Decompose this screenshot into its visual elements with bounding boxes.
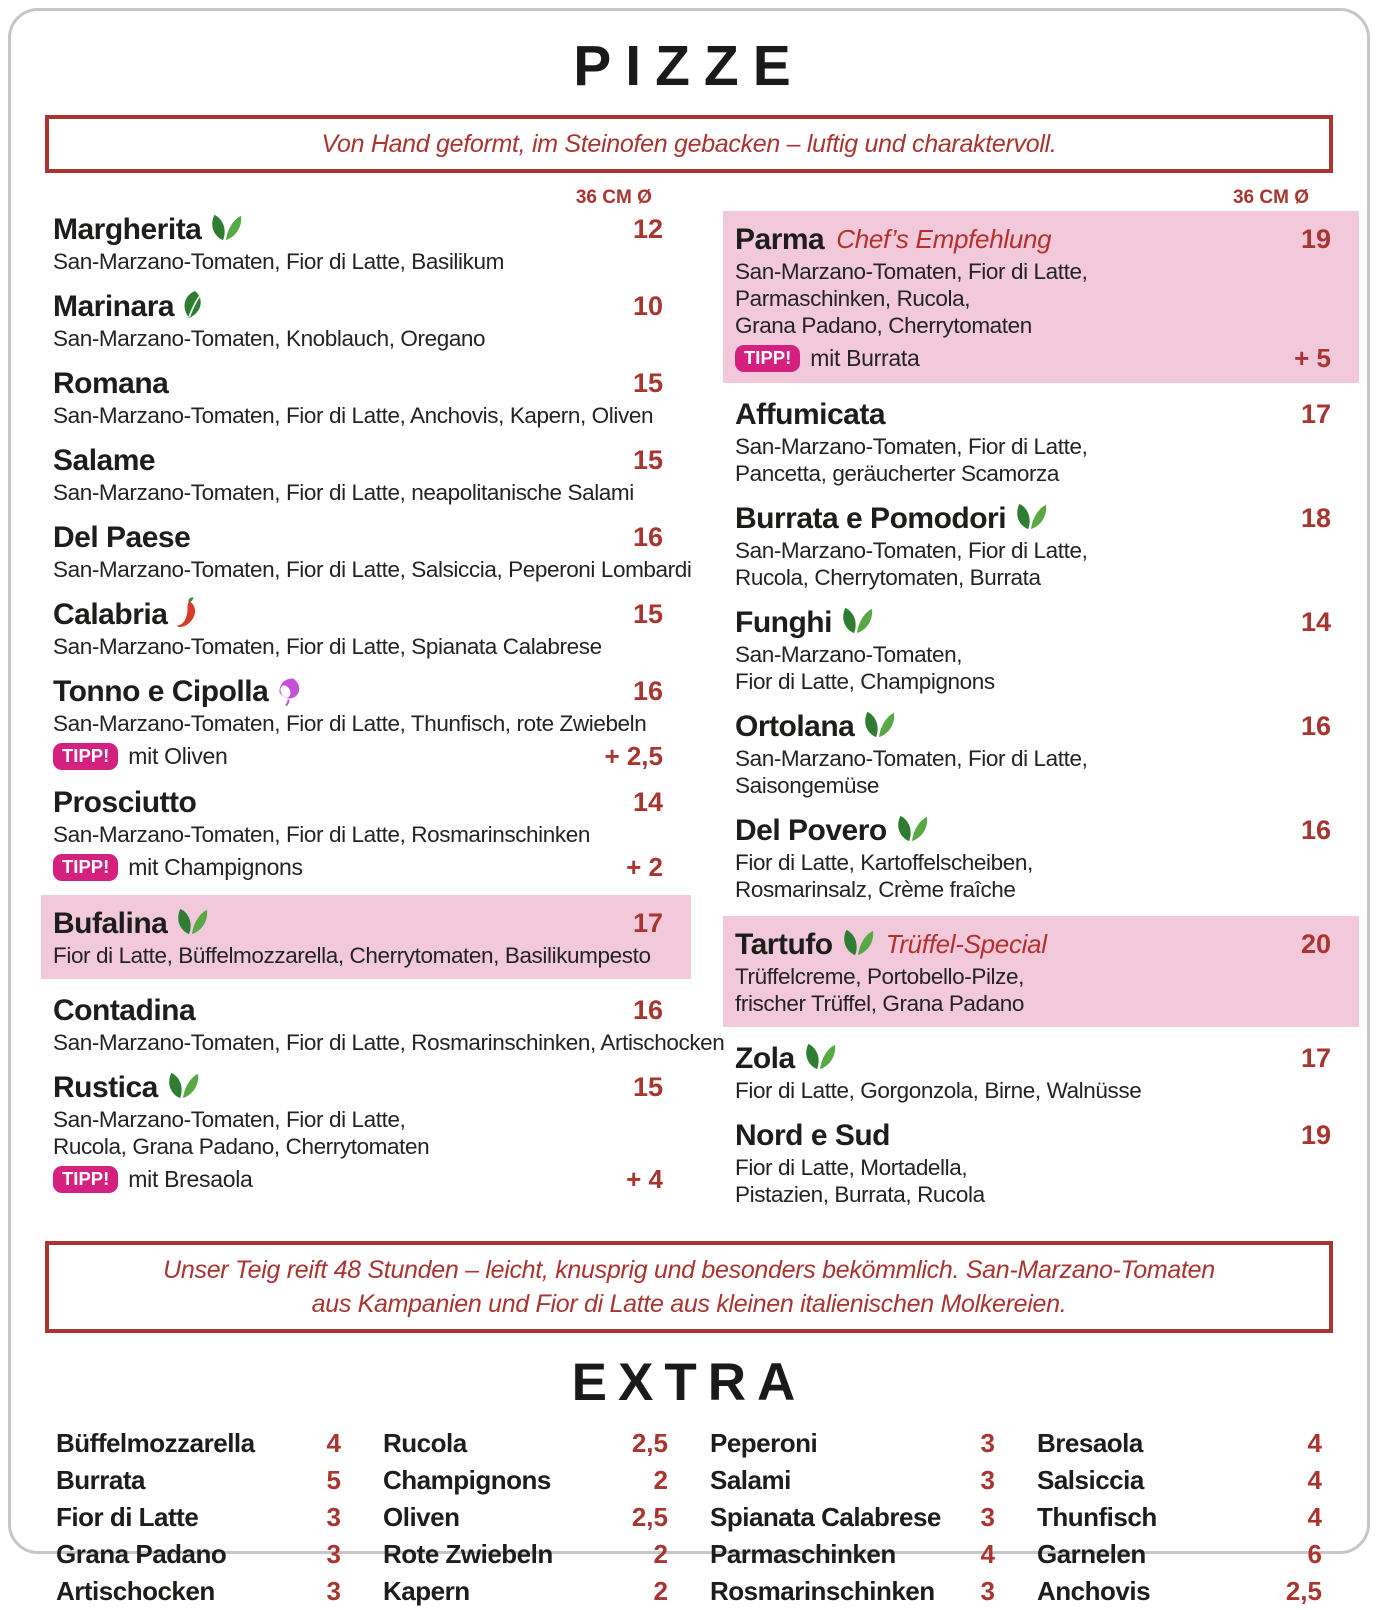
menu-item-name: Romana (53, 367, 169, 400)
menu-item (723, 1117, 1359, 1208)
menu-item-description (53, 942, 663, 969)
extra-price: 4 (1307, 1502, 1322, 1532)
menu-item-price: 10 (632, 291, 663, 321)
description-line: Trüffelcreme, Portobello-Pilze, (735, 964, 1024, 989)
description-line: San-Marzano-Tomaten, (735, 642, 963, 667)
extra-name: Burrata (56, 1465, 145, 1495)
menu-item-description (53, 325, 663, 352)
menu-item-name: Burrata e Pomodori (735, 502, 1007, 535)
extra-row (56, 1462, 341, 1499)
menu-item-header (53, 992, 663, 1029)
menu-item-name: Tartufo (735, 928, 833, 961)
extra-name: Kapern (383, 1576, 470, 1606)
extra-price: 3 (326, 1539, 341, 1569)
menu-item (723, 916, 1359, 1027)
menu-item (41, 442, 691, 506)
tip-text: mit Oliven (128, 743, 228, 769)
menu-item (723, 604, 1359, 695)
menu-item-price: 16 (1300, 711, 1331, 741)
tip-badge: TIPP! (53, 854, 118, 881)
extra-row (710, 1536, 995, 1573)
extra-row (1037, 1536, 1322, 1573)
vegetarian-double-leaf-icon (175, 907, 208, 936)
description-line: San-Marzano-Tomaten, Fior di Latte, (735, 259, 1088, 284)
description-line: Pancetta, geräucherter Scamorza (735, 461, 1060, 486)
menu-sheet (8, 8, 1370, 1606)
menu-item-header (53, 365, 663, 402)
description-line: San-Marzano-Tomaten, Fior di Latte, (735, 434, 1088, 459)
menu-item (41, 211, 691, 275)
menu-item-price: 20 (1300, 929, 1331, 959)
tip-badge: TIPP! (735, 345, 800, 372)
extra-price: 2 (653, 1539, 668, 1569)
extra-row (710, 1462, 995, 1499)
menu-column-right (723, 211, 1359, 1221)
extra-price: 3 (980, 1576, 995, 1606)
description-line: San-Marzano-Tomaten, Fior di Latte, (735, 746, 1088, 771)
menu-item-price: 18 (1300, 503, 1331, 533)
extra-row (710, 1425, 995, 1462)
menu-item-header (735, 1040, 1331, 1077)
description-line: Saisongemüse (735, 773, 880, 798)
description-line: Rucola, Cherrytomaten, Burrata (735, 565, 1041, 590)
vegetarian-double-leaf-icon (166, 1071, 199, 1100)
extra-name: Salami (710, 1465, 791, 1495)
menu-item-header (53, 211, 663, 248)
description-line: San-Marzano-Tomaten, Fior di Latte, Anchovis, Kapern, Oliven (53, 403, 654, 428)
menu-item (41, 895, 691, 979)
menu-item-description (735, 849, 1331, 903)
tip-badge: TIPP! (53, 743, 118, 770)
extra-price: 2,5 (631, 1502, 668, 1532)
menu-item (723, 396, 1359, 487)
tip-price: + 2 (626, 852, 663, 882)
extra-name: Spianata Calabrese (710, 1502, 941, 1532)
menu-item-name: Margherita (53, 213, 202, 246)
extra-price: 2 (653, 1576, 668, 1606)
extra-name: Garnelen (1037, 1539, 1146, 1569)
vegetarian-double-leaf-icon (841, 928, 874, 957)
menu-item (41, 673, 691, 771)
menu-item (723, 812, 1359, 903)
extra-row (56, 1499, 341, 1536)
tip-badge: TIPP! (53, 1166, 118, 1193)
description-line: San-Marzano-Tomaten, Knoblauch, Oregano (53, 326, 486, 351)
vegetarian-leaf-icon (182, 290, 206, 319)
extra-name: Artischocken (56, 1576, 215, 1606)
vegetarian-double-leaf-icon (895, 814, 928, 843)
description-line: San-Marzano-Tomaten, Fior di Latte, Thunfisch, rote Zwiebeln (53, 711, 647, 736)
extra-name: Thunfisch (1037, 1502, 1157, 1532)
menu-item-price: 15 (632, 599, 663, 629)
menu-item (41, 1069, 691, 1194)
menu-item-header (53, 1069, 663, 1106)
menu-item-description (53, 402, 663, 429)
extra-price: 5 (326, 1465, 341, 1495)
menu-item-name: Tonno e Cipolla (53, 675, 269, 708)
menu-item-description (53, 1106, 663, 1160)
menu-item-price: 16 (632, 676, 663, 706)
tip-text: mit Champignons (128, 854, 303, 880)
tip-text: mit Burrata (810, 345, 920, 371)
menu-item-header (53, 442, 663, 479)
extra-row (383, 1536, 668, 1573)
menu-item-price: 17 (1300, 1043, 1331, 1073)
extras-grid (56, 1425, 1322, 1610)
menu-item-price: 17 (632, 908, 663, 938)
menu-item-description (53, 633, 663, 660)
vegetarian-double-leaf-icon (840, 606, 873, 635)
menu-item-description (53, 710, 663, 737)
menu-item-header (735, 500, 1331, 537)
menu-item-price: 12 (632, 214, 663, 244)
menu-item-name: Parma (735, 223, 825, 256)
extra-name: Büffelmozzarella (56, 1428, 255, 1458)
tip-price: + 4 (626, 1164, 663, 1194)
menu-item-header (735, 396, 1331, 433)
menu-item-header (53, 905, 663, 942)
extra-price: 4 (1307, 1465, 1322, 1495)
menu-item-header (53, 288, 663, 325)
description-line: Grana Padano, Cherrytomaten (735, 313, 1032, 338)
menu-item-header (735, 604, 1331, 641)
menu-item-name: Contadina (53, 994, 196, 1027)
menu-item-description (735, 433, 1331, 487)
extra-name: Fior di Latte (56, 1502, 199, 1532)
menu-item-price: 15 (632, 1072, 663, 1102)
tip-row (53, 741, 663, 771)
dough-note-line-2: aus Kampanien und Fior di Latte aus kleinen italienischen Molkereien. (311, 1290, 1067, 1318)
menu-item-price: 17 (1300, 399, 1331, 429)
description-line: Pistazien, Burrata, Rucola (735, 1182, 985, 1207)
menu-item-description (53, 248, 663, 275)
menu-item-header (735, 1117, 1331, 1154)
extra-name: Peperoni (710, 1428, 818, 1458)
description-line: San-Marzano-Tomaten, Fior di Latte, neapolitanische Salami (53, 480, 634, 505)
extra-row (710, 1499, 995, 1536)
extra-name: Champignons (383, 1465, 551, 1495)
description-line: San-Marzano-Tomaten, Fior di Latte, Rosmarinschinken, Artischocken (53, 1030, 725, 1055)
menu-item-price: 16 (632, 522, 663, 552)
extras-column (710, 1425, 995, 1610)
intro-note-text: Von Hand geformt, im Steinofen gebacken – luftig und charaktervoll. (321, 130, 1057, 158)
description-line: Fior di Latte, Büffelmozzarella, Cherrytomaten, Basilikumpesto (53, 943, 651, 968)
extra-name: Oliven (383, 1502, 460, 1532)
menu-item-header (53, 673, 663, 710)
menu-item-header (735, 221, 1331, 258)
menu-item-description (735, 258, 1331, 339)
menu-item (723, 211, 1359, 383)
menu-item-description (735, 1077, 1331, 1104)
extra-price: 4 (980, 1539, 995, 1569)
spicy-chili-icon (175, 596, 198, 629)
extra-price: 3 (980, 1502, 995, 1532)
extra-row (56, 1573, 341, 1610)
menu-item-name: Del Povero (735, 814, 887, 847)
tip-price: + 5 (1294, 343, 1331, 373)
menu-item-name: Funghi (735, 606, 832, 639)
menu-item-name: Rustica (53, 1071, 158, 1104)
extra-price: 4 (326, 1428, 341, 1458)
description-line: San-Marzano-Tomaten, Fior di Latte, Salsiccia, Peperoni Lombardi (53, 557, 692, 582)
menu-item-price: 19 (1300, 1120, 1331, 1150)
menu-item (41, 519, 691, 583)
description-line: San-Marzano-Tomaten, Fior di Latte, Rosmarinschinken (53, 822, 590, 847)
menu-item-price: 19 (1300, 224, 1331, 254)
menu-item-description (735, 963, 1331, 1017)
description-line: San-Marzano-Tomaten, Fior di Latte, Basilikum (53, 249, 504, 274)
menu-item (41, 596, 691, 660)
menu-item-name: Zola (735, 1042, 795, 1075)
size-header-right: 36 CM Ø (1232, 187, 1309, 208)
description-line: Rosmarinsalz, Crème fraîche (735, 877, 1016, 902)
menu-item-header (735, 812, 1331, 849)
extras-column (1037, 1425, 1322, 1610)
menu-item-name: Nord e Sud (735, 1119, 891, 1152)
extra-name: Rosmarinschinken (710, 1576, 935, 1606)
extra-row (383, 1425, 668, 1462)
extra-price: 2,5 (1285, 1576, 1322, 1606)
menu-item-header (735, 926, 1331, 963)
menu-item-description (735, 641, 1331, 695)
extra-row (1037, 1499, 1322, 1536)
menu-item-price: 15 (632, 368, 663, 398)
description-line: frischer Trüffel, Grana Padano (735, 991, 1024, 1016)
menu-item (41, 288, 691, 352)
description-line: Fior di Latte, Champignons (735, 669, 995, 694)
extra-name: Rote Zwiebeln (383, 1539, 553, 1569)
menu-item (723, 708, 1359, 799)
vegetarian-double-leaf-icon (209, 213, 242, 242)
description-line: San-Marzano-Tomaten, Fior di Latte, Spianata Calabrese (53, 634, 602, 659)
menu-item-price: 14 (1300, 607, 1331, 637)
extra-name: Grana Padano (56, 1539, 227, 1569)
extra-price: 3 (980, 1465, 995, 1495)
description-line: Fior di Latte, Kartoffelscheiben, (735, 850, 1033, 875)
extra-name: Parmaschinken (710, 1539, 896, 1569)
menu-item-description (735, 745, 1331, 799)
menu-item-description (53, 1029, 725, 1056)
menu-column-left (41, 211, 725, 1207)
extra-name: Bresaola (1037, 1428, 1143, 1458)
extra-price: 6 (1307, 1539, 1322, 1569)
onion-icon (276, 675, 302, 705)
menu-columns (11, 211, 1367, 1221)
vegetarian-double-leaf-icon (1014, 502, 1047, 531)
menu-item-price: 14 (632, 787, 663, 817)
menu-item (41, 992, 725, 1056)
tip-price: + 2,5 (604, 741, 663, 771)
tip-row (735, 343, 1331, 373)
menu-item-name: Ortolana (735, 710, 855, 743)
intro-note-box (45, 115, 1333, 173)
description-line: Rucola, Grana Padano, Cherrytomaten (53, 1134, 430, 1159)
menu-item-price: 15 (632, 445, 663, 475)
menu-item-name: Affumicata (735, 398, 886, 431)
menu-item-header (53, 596, 663, 633)
menu-item-name: Del Paese (53, 521, 191, 554)
dough-note-line-1: Unser Teig reift 48 Stunden – leicht, knusprig und besonders bekömmlich. San-Marzano-Tomaten (163, 1256, 1215, 1284)
menu-item-description (735, 537, 1331, 591)
extra-price: 3 (980, 1428, 995, 1458)
extra-row (1037, 1425, 1322, 1462)
tip-row (53, 852, 663, 882)
menu-item-name: Salame (53, 444, 156, 477)
menu-item-name: Prosciutto (53, 786, 197, 819)
extra-row (1037, 1573, 1322, 1610)
extras-column (383, 1425, 668, 1610)
menu-item (723, 500, 1359, 591)
menu-item-description (53, 556, 692, 583)
page-title: PIZZE (573, 34, 805, 98)
extra-row (383, 1573, 668, 1610)
extra-row (56, 1536, 341, 1573)
vegetarian-double-leaf-icon (862, 710, 895, 739)
menu-item-header (735, 708, 1331, 745)
vegetarian-double-leaf-icon (803, 1042, 836, 1071)
description-line: Fior di Latte, Mortadella, (735, 1155, 968, 1180)
extra-row (1037, 1462, 1322, 1499)
tip-row (53, 1164, 663, 1194)
description-line: San-Marzano-Tomaten, Fior di Latte, (53, 1107, 406, 1132)
extra-name: Salsiccia (1037, 1465, 1144, 1495)
menu-item (41, 365, 691, 429)
menu-item-price: 16 (632, 995, 663, 1025)
size-header-row (11, 187, 1367, 209)
extra-price: 3 (326, 1502, 341, 1532)
description-line: Parmaschinken, Rucola, (735, 286, 971, 311)
menu-item-price: 16 (1300, 815, 1331, 845)
extra-row (383, 1499, 668, 1536)
description-line: Fior di Latte, Gorgonzola, Birne, Walnüsse (735, 1078, 1142, 1103)
menu-item-name: Marinara (53, 290, 175, 323)
extra-name: Anchovis (1037, 1576, 1151, 1606)
menu-item (723, 1040, 1359, 1104)
description-line: San-Marzano-Tomaten, Fior di Latte, (735, 538, 1088, 563)
menu-item (41, 784, 691, 882)
extras-title: EXTRA (571, 1353, 807, 1412)
extra-row (56, 1425, 341, 1462)
extra-price: 3 (326, 1576, 341, 1606)
menu-item-name: Bufalina (53, 907, 168, 940)
extra-price: 4 (1307, 1428, 1322, 1458)
menu-item-subtitle: Trüffel-Special (885, 929, 1047, 959)
menu-item-description (53, 821, 663, 848)
extra-price: 2,5 (631, 1428, 668, 1458)
extras-column (56, 1425, 341, 1610)
extra-price: 2 (653, 1465, 668, 1495)
menu-item-subtitle: Chef’s Empfehlung (836, 224, 1052, 254)
menu-item-header (53, 784, 663, 821)
size-header-left: 36 CM Ø (575, 187, 652, 208)
extra-row (710, 1573, 995, 1610)
menu-item-header (53, 519, 663, 556)
extra-row (383, 1462, 668, 1499)
dough-note-box (45, 1241, 1333, 1333)
tip-text: mit Bresaola (128, 1166, 253, 1192)
menu-item-description (53, 479, 663, 506)
menu-item-description (735, 1154, 1331, 1208)
extra-name: Rucola (383, 1428, 467, 1458)
menu-item-name: Calabria (53, 598, 168, 631)
